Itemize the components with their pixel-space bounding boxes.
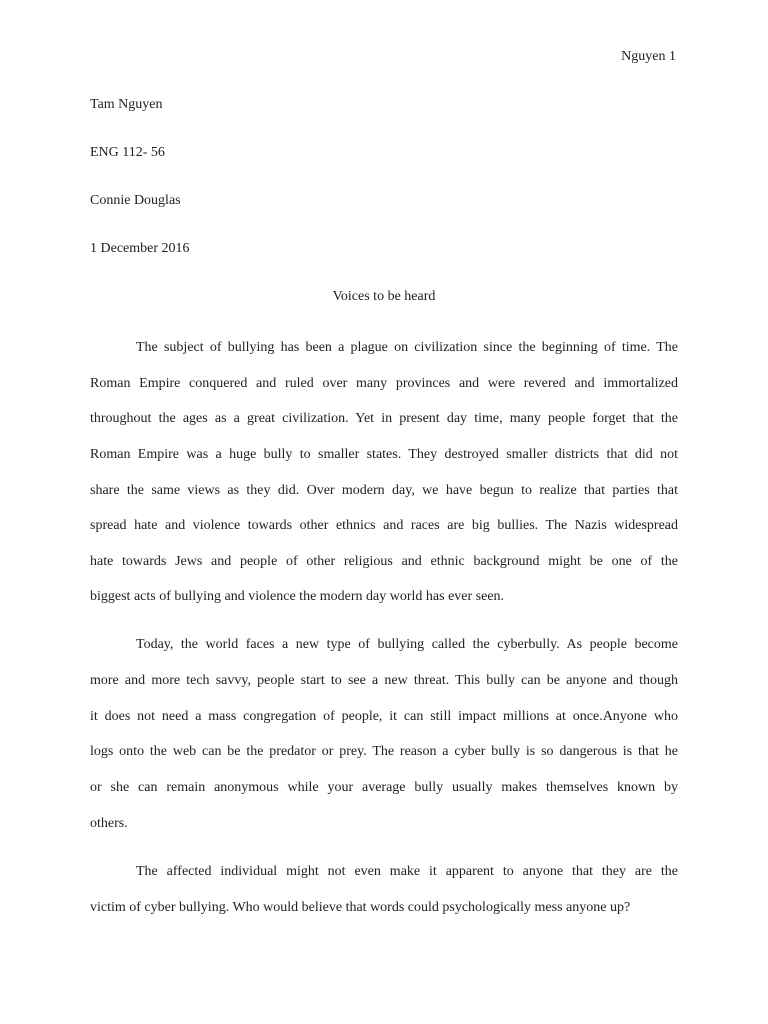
paragraph-1-line-3: throughout the ages as a great civilization. Yet in present day time, many people forget that the xyxy=(90,411,678,426)
paragraph-2-line-1: Today, the world faces a new type of bullying called the cyberbully. As people become xyxy=(136,637,678,652)
course-number: ENG 112- 56 xyxy=(90,145,165,160)
paragraph-1-line-4: Roman Empire was a huge bully to smaller states. They destroyed smaller districts that did not xyxy=(90,447,678,462)
paragraph-1-line-8: biggest acts of bullying and violence the modern day world has ever seen. xyxy=(90,589,505,604)
paragraph-1-line-5: share the same views as they did. Over modern day, we have begun to realize that parties that xyxy=(90,483,678,498)
paragraph-2-line-2: more and more tech savvy, people start to see a new threat. This bully can be anyone and though xyxy=(90,673,678,688)
paragraph-1-line-2: Roman Empire conquered and ruled over many provinces and were revered and immortalized xyxy=(90,376,678,391)
paragraph-2-line-4: logs onto the web can be the predator or prey. The reason a cyber bully is so dangerous is that he xyxy=(90,744,678,759)
paragraph-1-line-7: hate towards Jews and people of other religious and ethnic background might be one of the xyxy=(90,554,678,569)
paragraph-1-line-1: The subject of bullying has been a plague on civilization since the beginning of time. The xyxy=(136,340,678,355)
student-name: Tam Nguyen xyxy=(90,97,163,112)
paragraph-1-line-6: spread hate and violence towards other ethnics and races are big bullies. The Nazis widespread xyxy=(90,518,678,533)
paragraph-3-line-2: victim of cyber bullying. Who would believe that words could psychologically mess anyone up? xyxy=(90,900,631,915)
paragraph-2-line-6: others. xyxy=(90,816,128,831)
paragraph-3-line-1: The affected individual might not even make it apparent to anyone that they are the xyxy=(136,864,678,879)
date: 1 December 2016 xyxy=(90,241,190,256)
paragraph-2-line-3: it does not need a mass congregation of people, it can still impact millions at once.Anyone who xyxy=(90,709,678,724)
instructor-name: Connie Douglas xyxy=(90,193,181,208)
paragraph-2-line-5: or she can remain anonymous while your average bully usually makes themselves known by xyxy=(90,780,678,795)
essay-title: Voices to be heard xyxy=(332,289,436,304)
running-head: Nguyen 1 xyxy=(621,49,676,64)
